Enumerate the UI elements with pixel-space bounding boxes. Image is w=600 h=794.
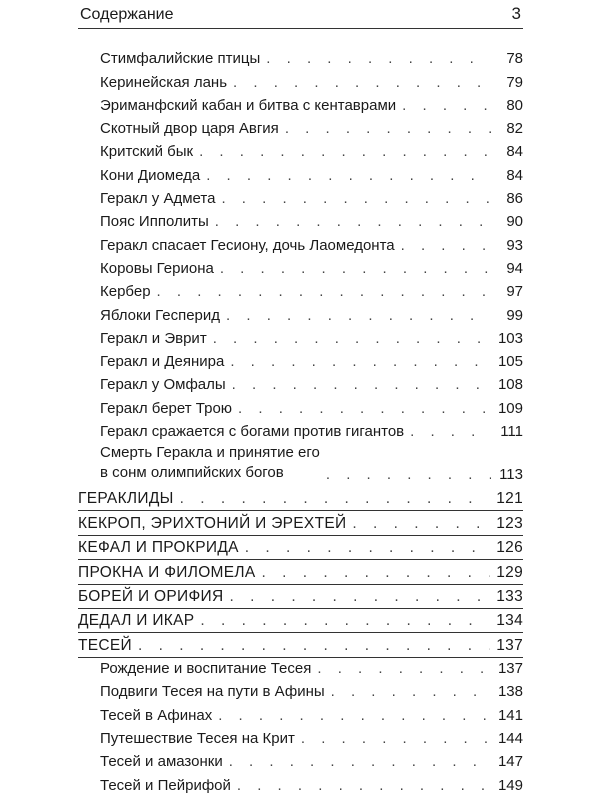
toc-entry-page: 84 xyxy=(506,143,523,161)
toc-leader-dots xyxy=(262,564,491,581)
toc-entry-title: Геракл спасает Гесиону, дочь Лаомедонта xyxy=(100,236,395,254)
toc-section-title: ДЕДАЛ И ИКАР xyxy=(78,612,195,630)
toc-leader-dots xyxy=(229,588,490,605)
toc-entry-title: Тесей в Афинах xyxy=(100,706,213,724)
toc-entry-page: 111 xyxy=(500,423,523,441)
toc-leader-dots xyxy=(232,376,491,393)
toc-entry-title: Керинейская лань xyxy=(100,73,228,91)
toc-entry-title: Рождение и воспитание Тесея xyxy=(100,660,312,678)
toc-entry xyxy=(78,67,523,90)
toc-leader-dots xyxy=(218,707,491,724)
toc-section-title: КЕКРОП, ЭРИХТОНИЙ И ЭРЕХТЕЙ xyxy=(78,514,347,532)
toc-leader-dots xyxy=(200,612,490,629)
toc-entry-title xyxy=(100,443,320,483)
toc-leader-dots xyxy=(199,143,491,160)
table-of-contents xyxy=(78,44,523,794)
toc-entry-title: Скотный двор царя Авгия xyxy=(100,120,279,138)
toc-leader-dots xyxy=(266,50,491,67)
toc-leader-dots xyxy=(213,330,491,347)
toc-entry xyxy=(78,160,523,183)
toc-entry-page: 86 xyxy=(506,190,523,208)
toc-entry xyxy=(78,700,523,723)
toc-entry-page: 94 xyxy=(506,259,523,277)
toc-entry-title: Геракл берет Трою xyxy=(100,399,233,417)
toc-entry xyxy=(78,277,523,300)
toc-entry-title: Подвиги Тесея на пути в Афины xyxy=(100,683,325,701)
toc-entry-page: 144 xyxy=(497,729,523,747)
toc-entry-title: Критский бык xyxy=(100,143,194,161)
toc-leader-dots xyxy=(402,97,491,114)
toc-leader-dots xyxy=(326,466,491,483)
toc-leader-dots xyxy=(220,260,491,277)
toc-leader-dots xyxy=(221,190,491,207)
toc-entry xyxy=(78,654,523,677)
toc-entry-page: 113 xyxy=(499,466,523,484)
toc-entry-page: 103 xyxy=(497,329,523,347)
header-title: Содержание xyxy=(80,6,174,23)
toc-leader-dots xyxy=(331,683,491,700)
toc-entry-title: Геракл у Омфалы xyxy=(100,376,226,394)
toc-section xyxy=(78,581,523,605)
page-header xyxy=(78,2,523,29)
toc-entry-title: Тесей и Пейрифой xyxy=(100,776,231,794)
toc-leader-dots xyxy=(138,637,490,654)
toc-entry xyxy=(78,324,523,347)
toc-leader-dots xyxy=(233,74,491,91)
toc-entry xyxy=(78,114,523,137)
toc-section-title: БОРЕЙ И ОРИФИЯ xyxy=(78,588,224,605)
toc-leader-dots xyxy=(285,120,491,137)
header-page-number: 3 xyxy=(511,4,521,23)
toc-section xyxy=(78,483,523,507)
toc-entry xyxy=(78,440,523,483)
toc-entry xyxy=(78,770,523,793)
toc-leader-dots xyxy=(238,400,491,417)
toc-section xyxy=(78,507,523,531)
toc-entry xyxy=(78,393,523,416)
toc-entry-page: 108 xyxy=(497,376,523,394)
toc-section xyxy=(78,605,523,629)
toc-entry-title: Геракл сражается с богами против гигантов xyxy=(100,423,405,441)
toc-section-page: 137 xyxy=(496,636,523,654)
toc-leader-dots xyxy=(401,237,491,254)
toc-entry xyxy=(78,747,523,770)
toc-entry xyxy=(78,724,523,747)
toc-section-title: ПРОКНА И ФИЛОМЕЛА xyxy=(78,563,256,581)
toc-leader-dots xyxy=(230,353,491,370)
toc-entry-title: Кербер xyxy=(100,283,151,301)
toc-entry-title: Пояс Ипполиты xyxy=(100,213,209,231)
toc-entry-page: 105 xyxy=(497,353,523,371)
toc-entry xyxy=(78,91,523,114)
toc-leader-dots xyxy=(226,307,491,324)
toc-leader-dots xyxy=(317,660,491,677)
toc-entry-page: 147 xyxy=(497,753,523,771)
toc-entry-page: 149 xyxy=(497,776,523,794)
toc-leader-dots xyxy=(352,515,490,532)
toc-entry-title: Стимфалийские птицы xyxy=(100,50,261,68)
toc-entry xyxy=(78,370,523,393)
toc-entry-page: 109 xyxy=(497,399,523,417)
toc-leader-dots xyxy=(229,753,491,770)
toc-section-title: ТЕСЕЙ xyxy=(78,636,132,654)
toc-entry xyxy=(78,230,523,253)
toc-entry-title: Эриманфский кабан и битва с кентаврами xyxy=(100,96,397,114)
toc-leader-dots xyxy=(301,730,491,747)
toc-entry-page: 138 xyxy=(497,683,523,701)
toc-entry-title: Коровы Гериона xyxy=(100,259,214,277)
toc-entry-page: 137 xyxy=(497,660,523,678)
toc-entry xyxy=(78,300,523,323)
toc-entry-page: 97 xyxy=(506,283,523,301)
toc-entry-page: 93 xyxy=(506,236,523,254)
toc-entry-page: 79 xyxy=(506,73,523,91)
toc-section-page: 126 xyxy=(496,539,523,557)
toc-entry-title: Путешествие Тесея на Крит xyxy=(100,729,295,747)
toc-leader-dots xyxy=(245,539,490,556)
toc-entry xyxy=(78,137,523,160)
toc-entry-page: 80 xyxy=(506,96,523,114)
toc-entry xyxy=(78,417,523,440)
toc-entry-page: 82 xyxy=(506,120,523,138)
toc-leader-dots xyxy=(180,490,491,507)
toc-entry-title-line2: в сонм олимпийских богов xyxy=(100,464,284,482)
toc-entry-title: Геракл и Эврит xyxy=(100,329,207,347)
toc-leader-dots xyxy=(206,167,491,184)
toc-entry-page: 78 xyxy=(506,50,523,68)
toc-section-page: 133 xyxy=(496,588,523,605)
toc-entry-title: Геракл и Деянира xyxy=(100,353,225,371)
toc-entry-title: Тесей и амазонки xyxy=(100,753,223,771)
toc-entry-page: 141 xyxy=(497,706,523,724)
toc-section-page: 123 xyxy=(496,514,523,532)
toc-section xyxy=(78,532,523,556)
toc-section-page: 134 xyxy=(496,612,523,630)
toc-entry-title: Кони Диомеда xyxy=(100,166,201,184)
toc-entry xyxy=(78,207,523,230)
toc-entry-title: Яблоки Гесперид xyxy=(100,306,221,324)
toc-entry xyxy=(78,347,523,370)
toc-leader-dots xyxy=(410,423,491,440)
toc-leader-dots xyxy=(157,283,491,300)
toc-section xyxy=(78,629,523,653)
toc-entry xyxy=(78,254,523,277)
toc-entry-title-line1: Смерть Геракла и принятие его xyxy=(100,444,320,462)
toc-leader-dots xyxy=(237,777,491,794)
toc-entry xyxy=(78,44,523,67)
toc-leader-dots xyxy=(215,213,491,230)
toc-entry-page: 90 xyxy=(506,213,523,231)
toc-section-title: ГЕРАКЛИДЫ xyxy=(78,490,174,508)
toc-section-page: 129 xyxy=(496,563,523,581)
toc-entry-title: Геракл у Адмета xyxy=(100,190,216,208)
toc-entry xyxy=(78,677,523,700)
toc-entry-page: 99 xyxy=(506,306,523,324)
toc-entry-page: 84 xyxy=(506,166,523,184)
toc-entry xyxy=(78,184,523,207)
toc-section-page: 121 xyxy=(496,490,523,508)
toc-section xyxy=(78,556,523,580)
toc-section-title: КЕФАЛ И ПРОКРИДА xyxy=(78,539,239,557)
